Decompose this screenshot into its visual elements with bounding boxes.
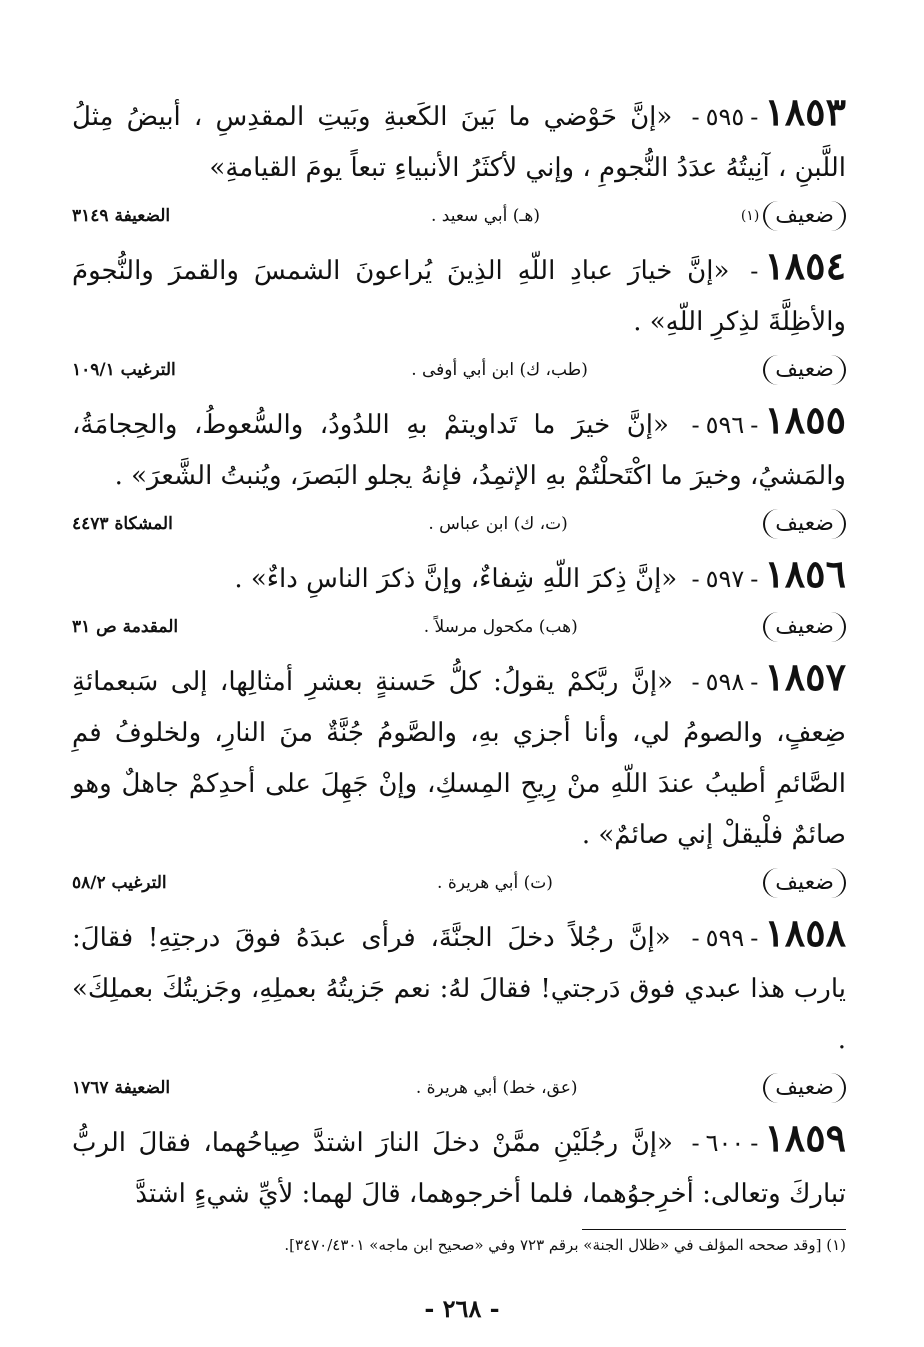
grading-line — [72, 607, 846, 647]
hadith-sub-number: ٥٩٨ — [705, 668, 745, 696]
source-text: (طب، ك) ابن أبي أوفى . — [411, 360, 588, 380]
reference-text: الترغيب ١٠٩/١ — [72, 360, 176, 380]
hadith-list — [72, 86, 846, 1220]
hadith-entry — [72, 240, 846, 390]
hadith-entry — [72, 907, 846, 1108]
hadith-text: «إنَّ حَوْضي ما بَينَ الكَعبةِ وبَيتِ المقدِسِ ، أبيضُ مِثلُ اللَّبنِ ، آنِيتُهُ عدَدُ النُّجومِ ، وإني لأكثَرُ الأنبياءِ تبعاً يومَ القيامةِ» — [72, 102, 846, 183]
hadith-paragraph: ١٨٥٨-٥٩٩- «إنَّ رجُلاً دخلَ الجنَّةَ، فرأى عبدَهُ فوقَ درجتِهِ! فقالَ: يارب هذا عبدي فوق دَرجتي! فقالَ لهُ: نعم جَزيتُهُ بعملِهِ، وجَزيتُكَ بعملِكَ» . — [72, 910, 847, 1055]
hadith-sub-number: ٥٩٩ — [705, 924, 745, 952]
reference-text: المقدمة ص ٣١ — [72, 617, 179, 637]
hadith-text: «إنَّ رجُلاً دخلَ الجنَّةَ، فرأى عبدَهُ فوقَ درجتِهِ! فقالَ: يارب هذا عبدي فوق دَرجتي! فقالَ لهُ: نعم جَزيتُهُ بعملِهِ، وجَزيتُكَ بعملِكَ» . — [72, 923, 846, 1055]
hadith-number: ١٨٥٥ — [764, 397, 847, 442]
hadith-entry — [72, 394, 846, 544]
hadith-paragraph: ١٨٥٣-٥٩٥- «إنَّ حَوْضي ما بَينَ الكَعبةِ وبَيتِ المقدِسِ ، أبيضُ مِثلُ اللَّبنِ ، آنِيتُهُ عدَدُ النُّجومِ ، وإني لأكثَرُ الأنبياءِ تبعاً يومَ القيامةِ» — [72, 89, 846, 183]
hadith-entry — [72, 86, 846, 236]
hadith-number: ١٨٥٨ — [764, 910, 847, 955]
hadith-paragraph: ١٨٥٥-٥٩٦- «إنَّ خيرَ ما تَداويتمْ بهِ اللدُودُ، والسُّعوطُ، والحِجامَةُ، والمَشيُ، وخيرَ ما اكْتَحلْتُمْ بهِ الإثمِدُ، فإنهُ يجلو البَصرَ، ويُنبتُ الشَّعرَ» . — [72, 397, 847, 491]
hadith-text: «إنَّ ذِكرَ اللّهِ شِفاءٌ، وإنَّ ذكرَ الناسِ داءٌ» . — [234, 564, 678, 594]
reference-text: الترغيب ٥٨/٢ — [72, 873, 167, 893]
hadith-number: ١٨٥٦ — [764, 551, 846, 596]
footnote-marker: (١) — [740, 208, 760, 224]
grade-label: ضعيف — [763, 612, 846, 642]
reference-text: المشكاة ٤٤٧٣ — [72, 514, 173, 534]
reference-text: الضعيفة ١٧٦٧ — [72, 1078, 171, 1098]
hadith-number: ١٨٥٤ — [764, 243, 846, 288]
hadith-paragraph: ١٨٥٧-٥٩٨- «إنَّ ربَّكمْ يقولُ: كلُّ حَسنةٍ بعشرِ أمثالِها، إلى سَبعمائةِ ضِعفٍ، والصومُ لي، وأنا أجزي بهِ، والصَّومُ جُنَّةٌ منَ النارِ، ولخلوفُ فمِ الصَّائمِ أطيبُ عندَ اللّهِ منْ رِيحِ المِسكِ، وإنْ جَهِلَ على أحدِكمْ جاهلٌ وهو صائمٌ فلْيقلْ إني صائمٌ» . — [72, 654, 846, 850]
grading-line — [72, 1068, 846, 1108]
footnote-divider — [582, 1229, 846, 1230]
grade-label: ضعيف — [763, 868, 846, 898]
page-number: - ٢٦٨ - — [424, 1294, 500, 1323]
hadith-entry — [72, 1112, 846, 1220]
hadith-entry — [72, 651, 846, 903]
grading-line — [72, 863, 846, 903]
grading-line — [72, 350, 846, 390]
hadith-paragraph: ١٨٥٩-٦٠٠- «إنَّ رجُلَيْنِ ممَّنْ دخلَ النارَ اشتدَّ صِياحُهما، فقالَ الربُّ تباركَ وتعالى: أخرِجوُهما، فلما أخرجوهما، قالَ لهما: لأيِّ شيءٍ اشتدَّ — [72, 1115, 847, 1209]
reference-text: الضعيفة ٣١٤٩ — [72, 206, 171, 226]
source-text: (هب) مكحول مرسلاً . — [423, 617, 578, 637]
hadith-sub-number: ٦٠٠ — [705, 1129, 745, 1157]
hadith-sub-number: ٥٩٥ — [705, 103, 745, 131]
grade-label: ضعيف — [763, 201, 846, 231]
hadith-text: «إنَّ خيارَ عبادِ اللّهِ الذِينَ يُراعونَ الشمسَ والقمرَ والنُّجومَ والأظِلَّةَ لذِكرِ اللّهِ» . — [72, 256, 846, 337]
grading-line — [72, 504, 846, 544]
source-text: (عق، خط) أبي هريرة . — [415, 1078, 578, 1098]
hadith-entry — [72, 548, 846, 647]
hadith-paragraph: ١٨٥٦-٥٩٧- «إنَّ ذِكرَ اللّهِ شِفاءٌ، وإنَّ ذكرَ الناسِ داءٌ» . — [234, 551, 846, 596]
hadith-number: ١٨٥٩ — [764, 1115, 847, 1160]
hadith-text: «إنَّ خيرَ ما تَداويتمْ بهِ اللدُودُ، والسُّعوطُ، والحِجامَةُ، والمَشيُ، وخيرَ ما اكْتَحلْتُمْ بهِ الإثمِدُ، فإنهُ يجلو البَصرَ، ويُنبتُ الشَّعرَ» . — [72, 410, 846, 491]
hadith-sub-number: ٥٩٦ — [705, 411, 745, 439]
source-text: (ت) أبي هريرة . — [437, 873, 553, 893]
grade-label: ضعيف — [763, 509, 846, 539]
hadith-text: «إنَّ رجُلَيْنِ ممَّنْ دخلَ النارَ اشتدَّ صِياحُهما، فقالَ الربُّ تباركَ وتعالى: أخرِجوُهما، فلما أخرجوهما، قالَ لهما: لأيِّ شيءٍ اشتدَّ — [72, 1128, 846, 1209]
hadith-number: ١٨٥٧ — [764, 654, 846, 699]
source-text: (هـ) أبي سعيد . — [431, 206, 540, 226]
footnote: (١) [وقد صححه المؤلف في «ظلال الجنة» برقم ٧٢٣ وفي «صحيح ابن ماجه» ٣٤٧٠/٤٣٠١]. — [284, 1236, 846, 1254]
source-text: (ت، ك) ابن عباس . — [428, 514, 568, 534]
grade-label: ضعيف — [763, 1073, 846, 1103]
hadith-sub-number: ٥٩٧ — [705, 565, 745, 593]
grade-label: ضعيف — [763, 355, 846, 385]
grading-line — [72, 196, 846, 236]
hadith-number: ١٨٥٣ — [764, 89, 846, 134]
hadith-text: «إنَّ ربَّكمْ يقولُ: كلُّ حَسنةٍ بعشرِ أمثالِها، إلى سَبعمائةِ ضِعفٍ، والصومُ لي، وأنا أجزي بهِ، والصَّومُ جُنَّةٌ منَ النارِ، ولخلوفُ فمِ الصَّائمِ أطيبُ عندَ اللّهِ منْ رِيحِ المِسكِ، وإنْ جَهِلَ على أحدِكمْ جاهلٌ وهو صائمٌ فلْيقلْ إني صائمٌ» . — [72, 667, 846, 850]
hadith-paragraph: ١٨٥٤- «إنَّ خيارَ عبادِ اللّهِ الذِينَ يُراعونَ الشمسَ والقمرَ والنُّجومَ والأظِلَّةَ لذِكرِ اللّهِ» . — [72, 243, 846, 337]
